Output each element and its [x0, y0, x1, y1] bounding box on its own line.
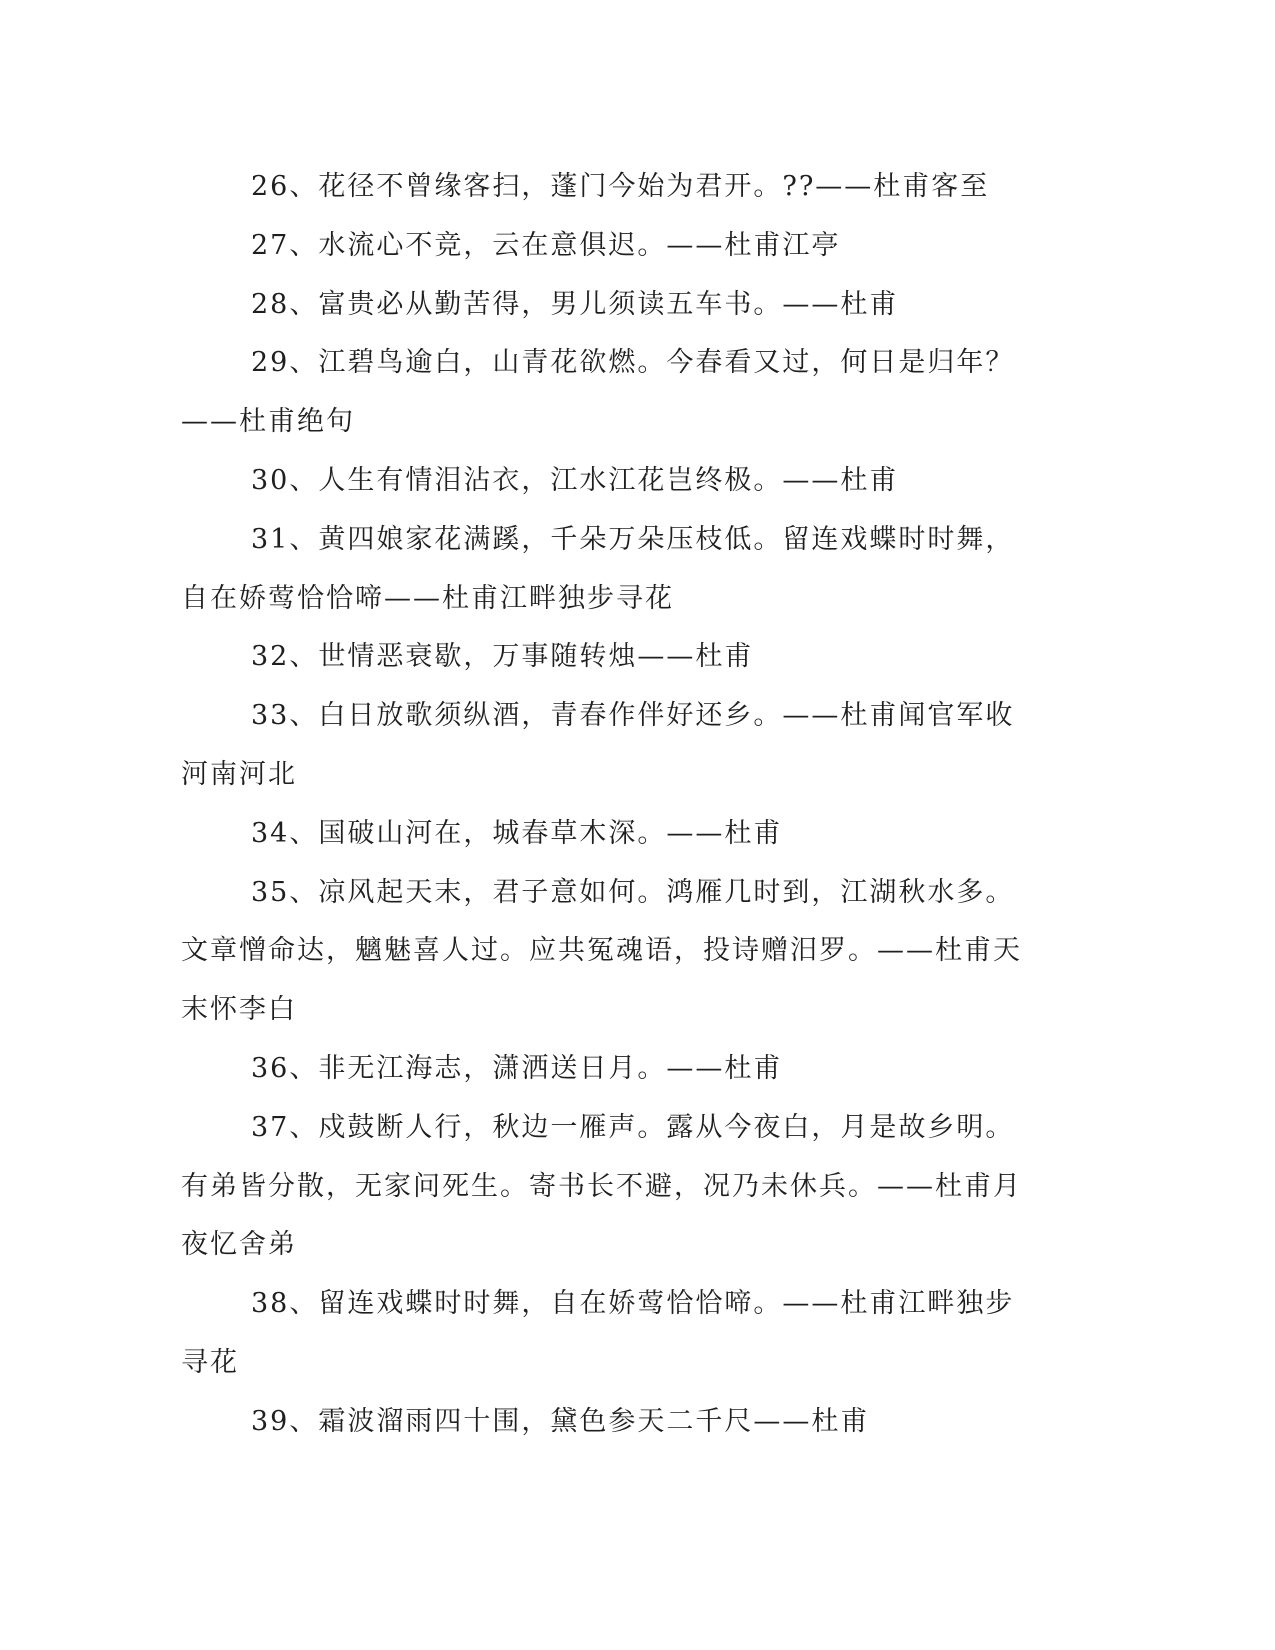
- quote-entry-35: 35、凉风起天末，君子意如何。鸿雁几时到，江湖秋水多。文章憎命达，魑魅喜人过。应共冤魂语，投诗赠汨罗。——杜甫天末怀李白: [181, 876, 1022, 1026]
- quote-entry-31: 31、黄四娘家花满蹊，千朵万朵压枝低。留连戏蝶时时舞，自在娇莺恰恰啼——杜甫江畔独步寻花: [181, 523, 1015, 614]
- quote-entry-34: 34、国破山河在，城春草木深。——杜甫: [251, 817, 783, 849]
- quote-entry-36: 36、非无江海志，潇洒送日月。——杜甫: [251, 1052, 783, 1084]
- quote-entry-27: 27、水流心不竞，云在意俱迟。——杜甫江亭: [251, 229, 841, 261]
- quote-entry-26: 26、花径不曾缘客扫，蓬门今始为君开。??——杜甫客至: [251, 171, 990, 202]
- quote-entry-28: 28、富贵必从勤苦得，男儿须读五车书。——杜甫: [251, 288, 899, 320]
- quote-entry-32: 32、世情恶衰歇，万事随转烛——杜甫: [251, 641, 754, 673]
- quote-entry-30: 30、人生有情泪沾衣，江水江花岂终极。——杜甫: [251, 464, 899, 496]
- quote-list: [181, 158, 1029, 1452]
- quote-entry-38: 38、留连戏蝶时时舞，自在娇莺恰恰啼。——杜甫江畔独步寻花: [181, 1288, 1015, 1378]
- quote-entry-29: 29、江碧鸟逾白，山青花欲燃。今春看又过，何日是归年？——杜甫绝句: [181, 347, 1015, 438]
- quote-entry-33: 33、白日放歌须纵酒，青春作伴好还乡。——杜甫闻官军收河南河北: [181, 700, 1015, 790]
- quote-entry-39: 39、霜波溜雨四十围，黛色参天二千尺——杜甫: [251, 1405, 870, 1437]
- quote-entry-37: 37、戍鼓断人行，秋边一雁声。露从今夜白，月是故乡明。有弟皆分散，无家问死生。寄书长不避，况乃未休兵。——杜甫月夜忆舍弟: [181, 1111, 1022, 1261]
